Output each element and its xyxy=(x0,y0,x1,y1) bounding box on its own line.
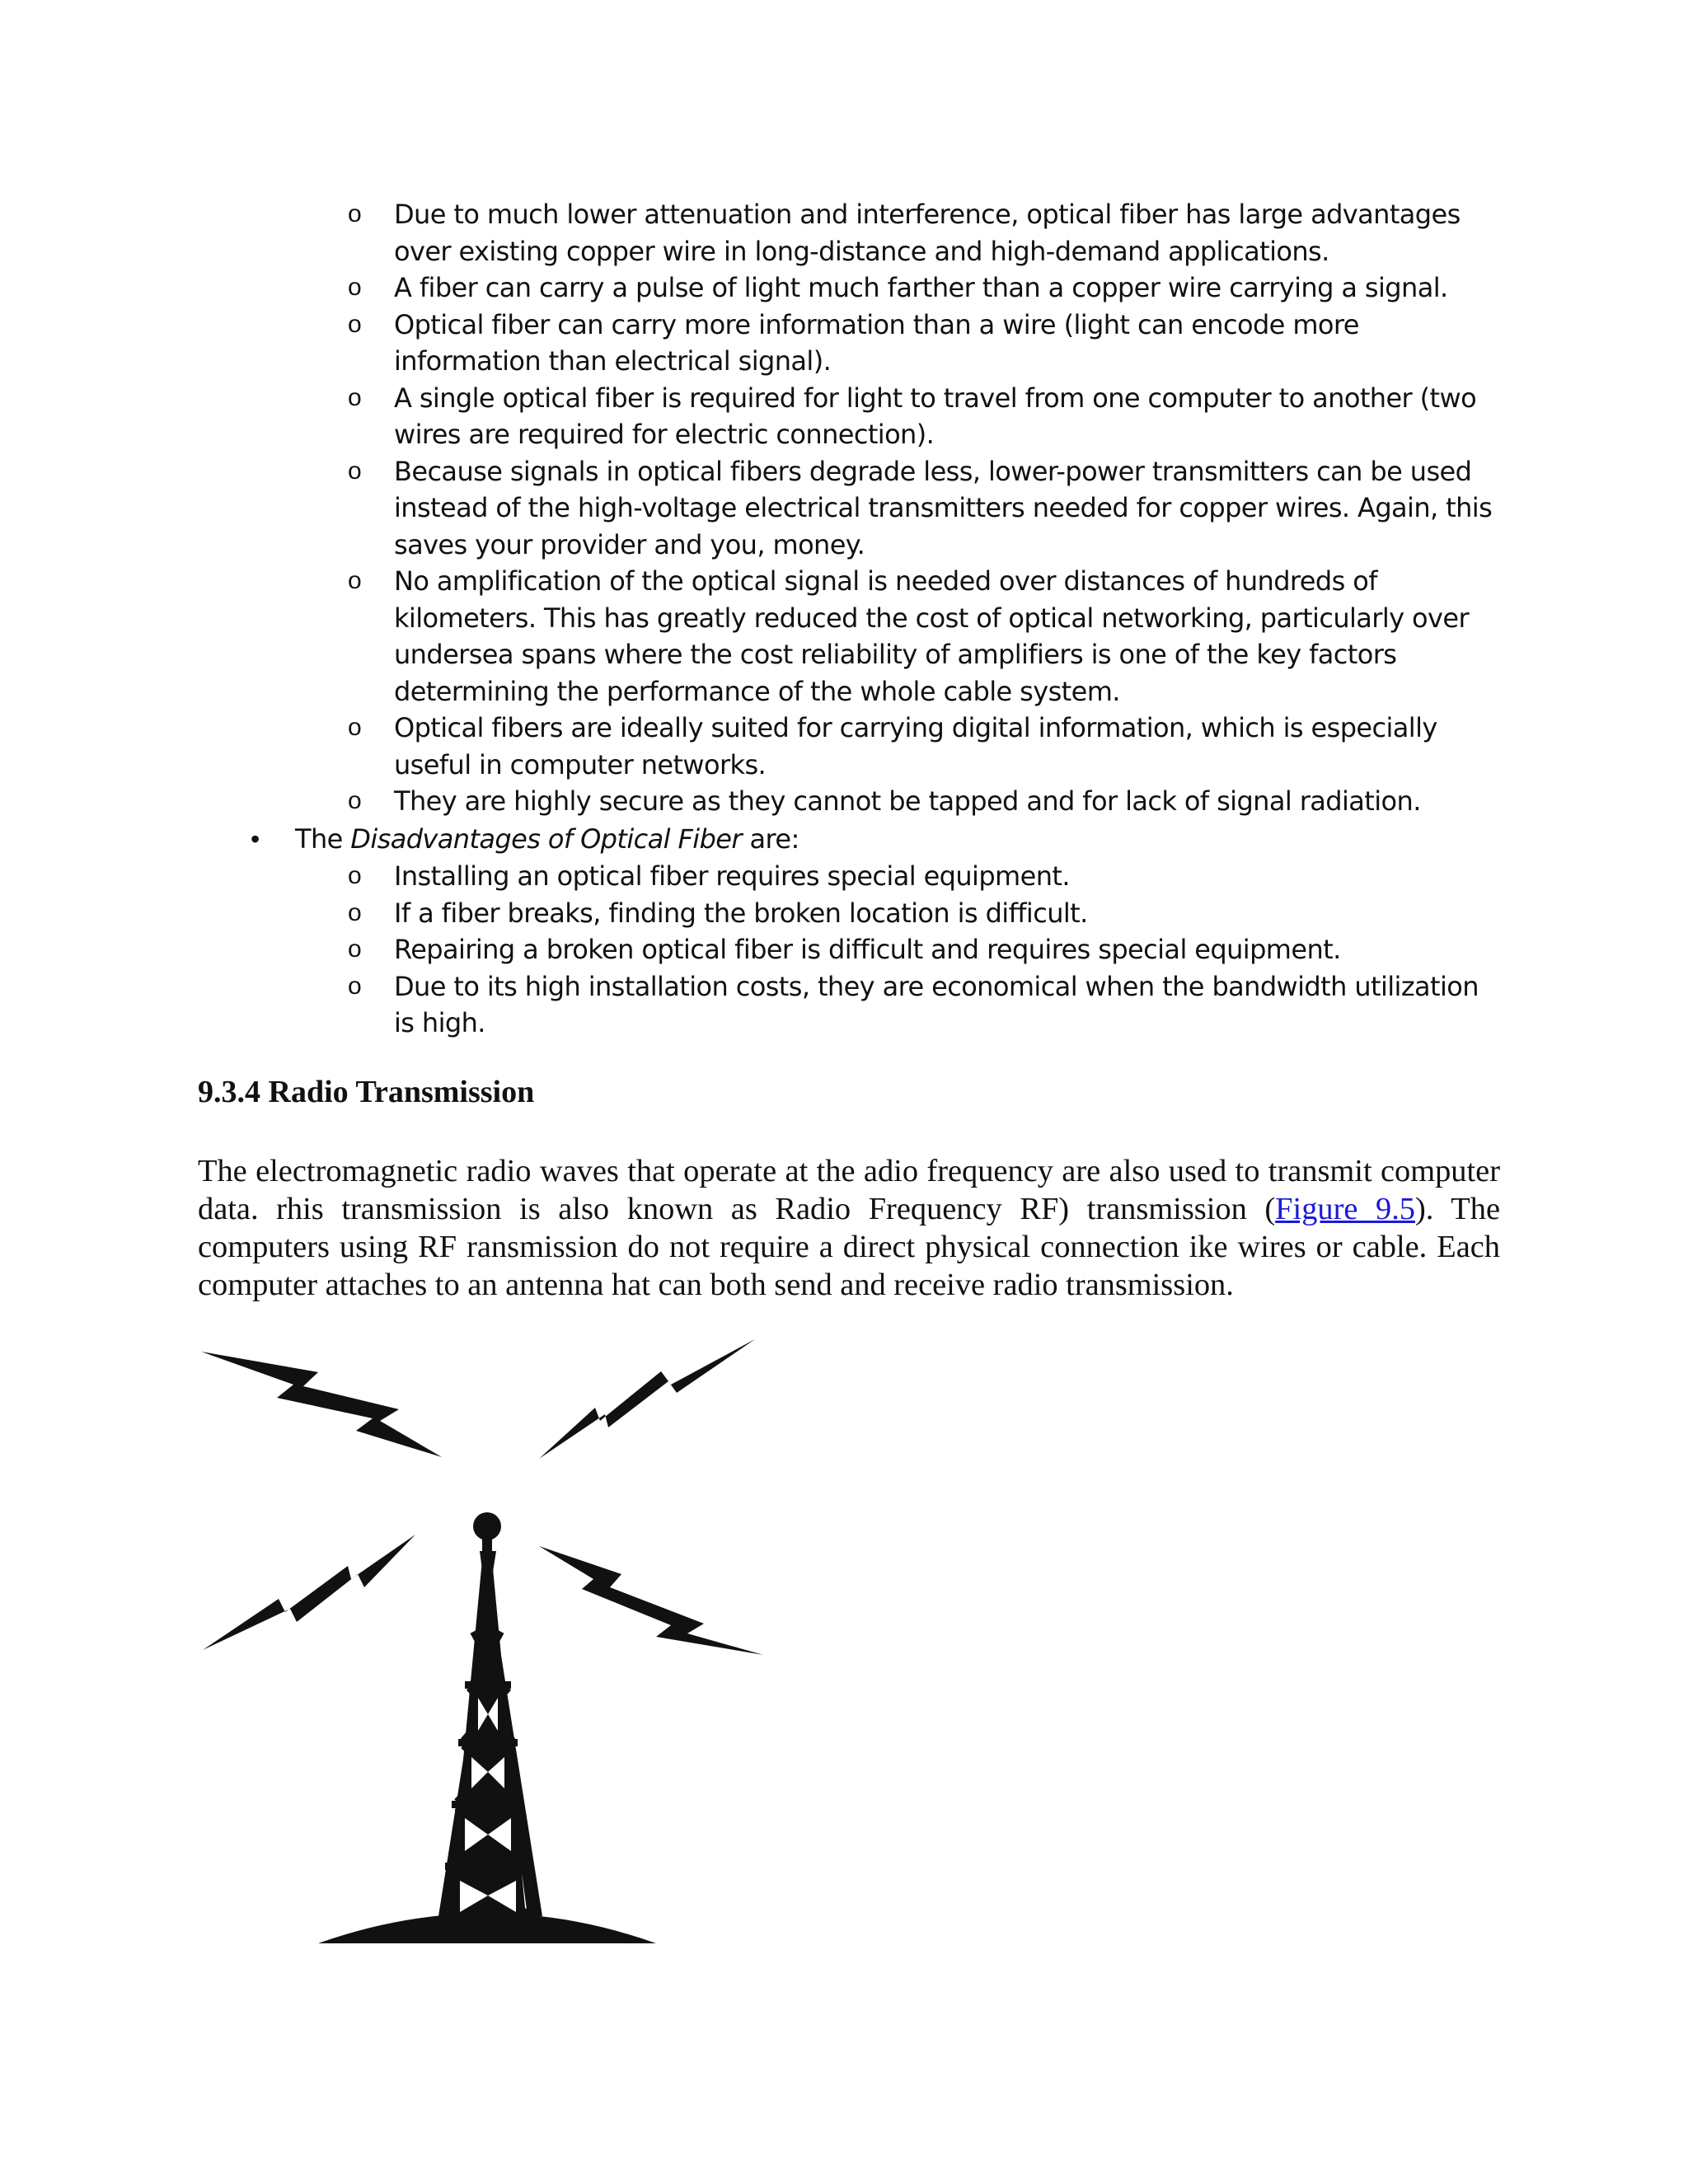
advantage-item: o Due to much lower attenuation and interference, optical fiber has large advantages over existing copper wire in long-distance and high-demand applications. xyxy=(394,196,1498,269)
disadvantage-item: o Due to its high installation costs, they are economical when the bandwidth utilization is high. xyxy=(394,968,1498,1042)
advantage-item: o A single optical fiber is required for light to travel from one computer to another (two wires are required for electric connection). xyxy=(394,380,1498,453)
intro-prefix: The xyxy=(295,823,351,855)
lightning-bolt-icon xyxy=(539,1546,763,1655)
advantage-item: o No amplification of the optical signal is needed over distances of hundreds of kilometers. This has greatly reduced the cost of optical networking, particularly over undersea spans where the cost reliability of amplifiers is one of the key factors determining the performance of the whole cable system. xyxy=(394,563,1498,710)
lightning-bolt-icon xyxy=(201,1352,442,1457)
bullet-icon: • xyxy=(251,824,260,854)
body-paragraph xyxy=(198,1152,1500,1304)
paragraph-text-2: ). The computers using RF ransmission do not require a direct physical connection ike wires or cable. Each computer attaches to an antenna hat can both send and receive radio transmission. xyxy=(198,1192,1500,1302)
disadvantage-item: o Installing an optical fiber requires special equipment. xyxy=(394,858,1498,895)
section-heading: 9.3.4 Radio Transmission xyxy=(198,1075,535,1109)
figure-link[interactable]: Figure 9.5 xyxy=(1275,1192,1415,1226)
advantage-item: o They are highly secure as they cannot be tapped and for lack of signal radiation. xyxy=(394,783,1498,820)
radio-tower-icon xyxy=(201,1339,763,1943)
disadvantage-item: o If a fiber breaks, finding the broken location is difficult. xyxy=(394,895,1498,932)
intro-emphasis: Disadvantages of Optical Fiber xyxy=(350,823,742,855)
disadvantage-item: o Repairing a broken optical fiber is difficult and requires special equipment. xyxy=(394,931,1498,968)
paragraph-text-1: The electromagnetic radio waves that operate at the adio frequency are also used to transmit computer data. rhis transmission is also known as Radio Frequency RF) transmission ( xyxy=(198,1154,1500,1226)
advantage-item: o Optical fibers are ideally suited for carrying digital information, which is especially useful in computer networks. xyxy=(394,710,1498,783)
lightning-bolt-icon xyxy=(539,1339,755,1459)
disadvantages-intro xyxy=(251,821,799,858)
advantages-list xyxy=(394,196,1498,820)
radio-tower-figure xyxy=(195,1335,771,1961)
advantage-item: o Because signals in optical fibers degrade less, lower-power transmitters can be used instead of the high-voltage electrical transmitters needed for copper wires. Again, this saves your provider and you, money. xyxy=(394,453,1498,564)
advantage-item: o A fiber can carry a pulse of light much farther than a copper wire carrying a signal. xyxy=(394,269,1498,307)
tower-base-icon xyxy=(318,1914,656,1944)
advantage-item: o Optical fiber can carry more information than a wire (light can encode more information than electrical signal). xyxy=(394,307,1498,380)
disadvantages-list xyxy=(394,858,1498,1042)
intro-suffix: are: xyxy=(741,823,799,855)
lightning-bolt-icon xyxy=(203,1535,415,1650)
